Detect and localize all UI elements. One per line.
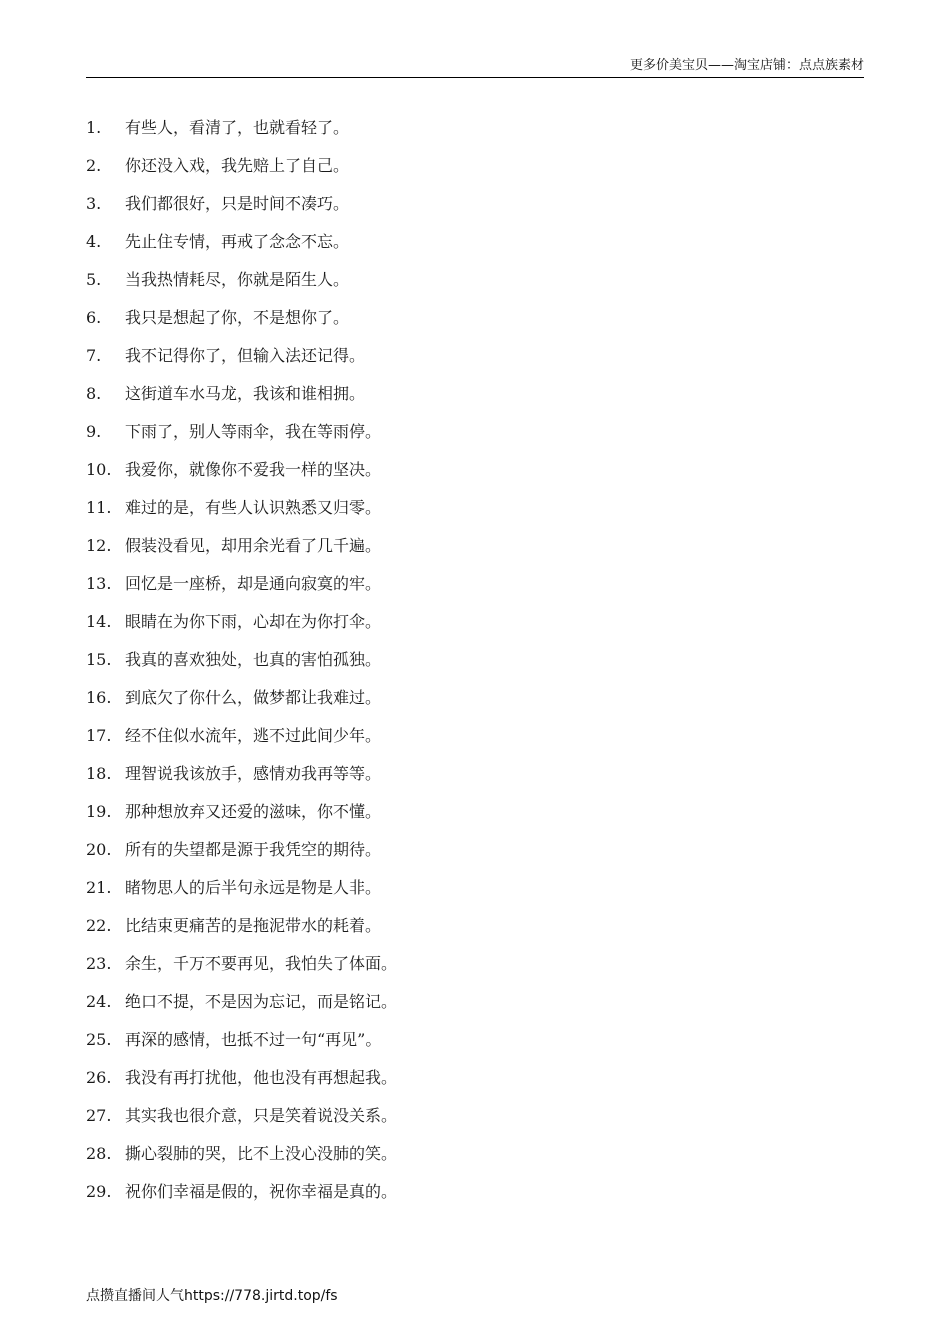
list-item [86,188,397,226]
item-text: 我真的喜欢独处，也真的害怕孤独。 [125,650,382,669]
item-number: 25. [86,1030,112,1049]
item-number: 12. [86,536,112,555]
item-text: 有些人，看清了，也就看轻了。 [125,118,350,137]
list-item [86,1062,397,1100]
item-text: 你还没入戏，我先赔上了自己。 [125,156,350,175]
item-number: 21. [86,878,112,897]
list-item [86,682,397,720]
item-text: 眼睛在为你下雨，心却在为你打伞。 [125,612,382,631]
list-item [86,644,397,682]
item-number: 16. [86,688,112,707]
item-number: 4. [86,232,102,251]
item-text: 睹物思人的后半句永远是物是人非。 [125,878,382,897]
item-number: 11. [86,498,112,517]
item-number: 6. [86,308,102,327]
item-text: 绝口不提，不是因为忘记，而是铭记。 [125,992,398,1011]
page-footer [86,1286,338,1306]
item-text: 到底欠了你什么，做梦都让我难过。 [125,688,382,707]
item-text: 难过的是，有些人认识熟悉又归零。 [125,498,382,517]
list-item [86,226,397,264]
list-item [86,530,397,568]
list-item [86,1176,397,1214]
list-item [86,264,397,302]
header-text: 更多价美宝贝——淘宝店铺：点点族素材 [629,58,864,73]
list-item [86,378,397,416]
item-text: 我没有再打扰他，他也没有再想起我。 [125,1068,398,1087]
item-text: 我们都很好，只是时间不凑巧。 [125,194,350,213]
item-number: 27. [86,1106,112,1125]
item-text: 再深的感情，也抵不过一句“再见”。 [125,1030,382,1049]
item-text: 祝你们幸福是假的，祝你幸福是真的。 [125,1182,398,1201]
item-text: 先止住专情，再戒了念念不忘。 [125,232,350,251]
list-item [86,416,397,454]
item-number: 22. [86,916,112,935]
list-item [86,796,397,834]
item-number: 29. [86,1182,112,1201]
page-header [86,57,864,78]
list-item [86,834,397,872]
item-number: 9. [86,422,102,441]
item-number: 2. [86,156,102,175]
item-text: 下雨了，别人等雨伞，我在等雨停。 [125,422,382,441]
list-item [86,1024,397,1062]
list-item [86,720,397,758]
item-text: 经不住似水流年，逃不过此间少年。 [125,726,382,745]
item-text: 比结束更痛苦的是拖泥带水的耗着。 [125,916,382,935]
list-item [86,454,397,492]
item-text: 所有的失望都是源于我凭空的期待。 [125,840,382,859]
item-number: 20. [86,840,112,859]
item-number: 5. [86,270,102,289]
list-item [86,112,397,150]
item-number: 17. [86,726,112,745]
item-number: 26. [86,1068,112,1087]
list-item [86,872,397,910]
list-item [86,1138,397,1176]
item-number: 15. [86,650,112,669]
item-number: 14. [86,612,112,631]
list-item [86,948,397,986]
list-item [86,1100,397,1138]
item-text: 余生，千万不要再见，我怕失了体面。 [125,954,398,973]
item-number: 8. [86,384,102,403]
item-text: 撕心裂肺的哭，比不上没心没肺的笑。 [125,1144,398,1163]
item-text: 理智说我该放手，感情劝我再等等。 [125,764,382,783]
item-text: 其实我也很介意，只是笑着说没关系。 [125,1106,398,1125]
item-text: 这街道车水马龙，我该和谁相拥。 [125,384,366,403]
item-number: 19. [86,802,112,821]
list-item [86,302,397,340]
item-number: 13. [86,574,112,593]
list-item [86,340,397,378]
item-number: 1. [86,118,102,137]
item-text: 回忆是一座桥，却是通向寂寞的牢。 [125,574,382,593]
item-number: 23. [86,954,112,973]
item-text: 我爱你，就像你不爱我一样的坚决。 [125,460,382,479]
item-number: 7. [86,346,102,365]
footer-text: 点攒直播间人气https://778.jirtd.top/fs [86,1288,338,1304]
item-number: 10. [86,460,112,479]
item-text: 那种想放弃又还爱的滋味，你不懂。 [125,802,382,821]
item-number: 24. [86,992,112,1011]
item-text: 当我热情耗尽，你就是陌生人。 [125,270,350,289]
list-item [86,568,397,606]
list-item [86,150,397,188]
list-item [86,758,397,796]
item-text: 我不记得你了，但输入法还记得。 [125,346,366,365]
quote-list [86,112,397,1214]
item-text: 假装没看见，却用余光看了几千遍。 [125,536,382,555]
list-item [86,910,397,948]
item-number: 28. [86,1144,112,1163]
list-item [86,606,397,644]
item-number: 3. [86,194,102,213]
item-text: 我只是想起了你，不是想你了。 [125,308,350,327]
list-item [86,986,397,1024]
item-number: 18. [86,764,112,783]
list-item [86,492,397,530]
